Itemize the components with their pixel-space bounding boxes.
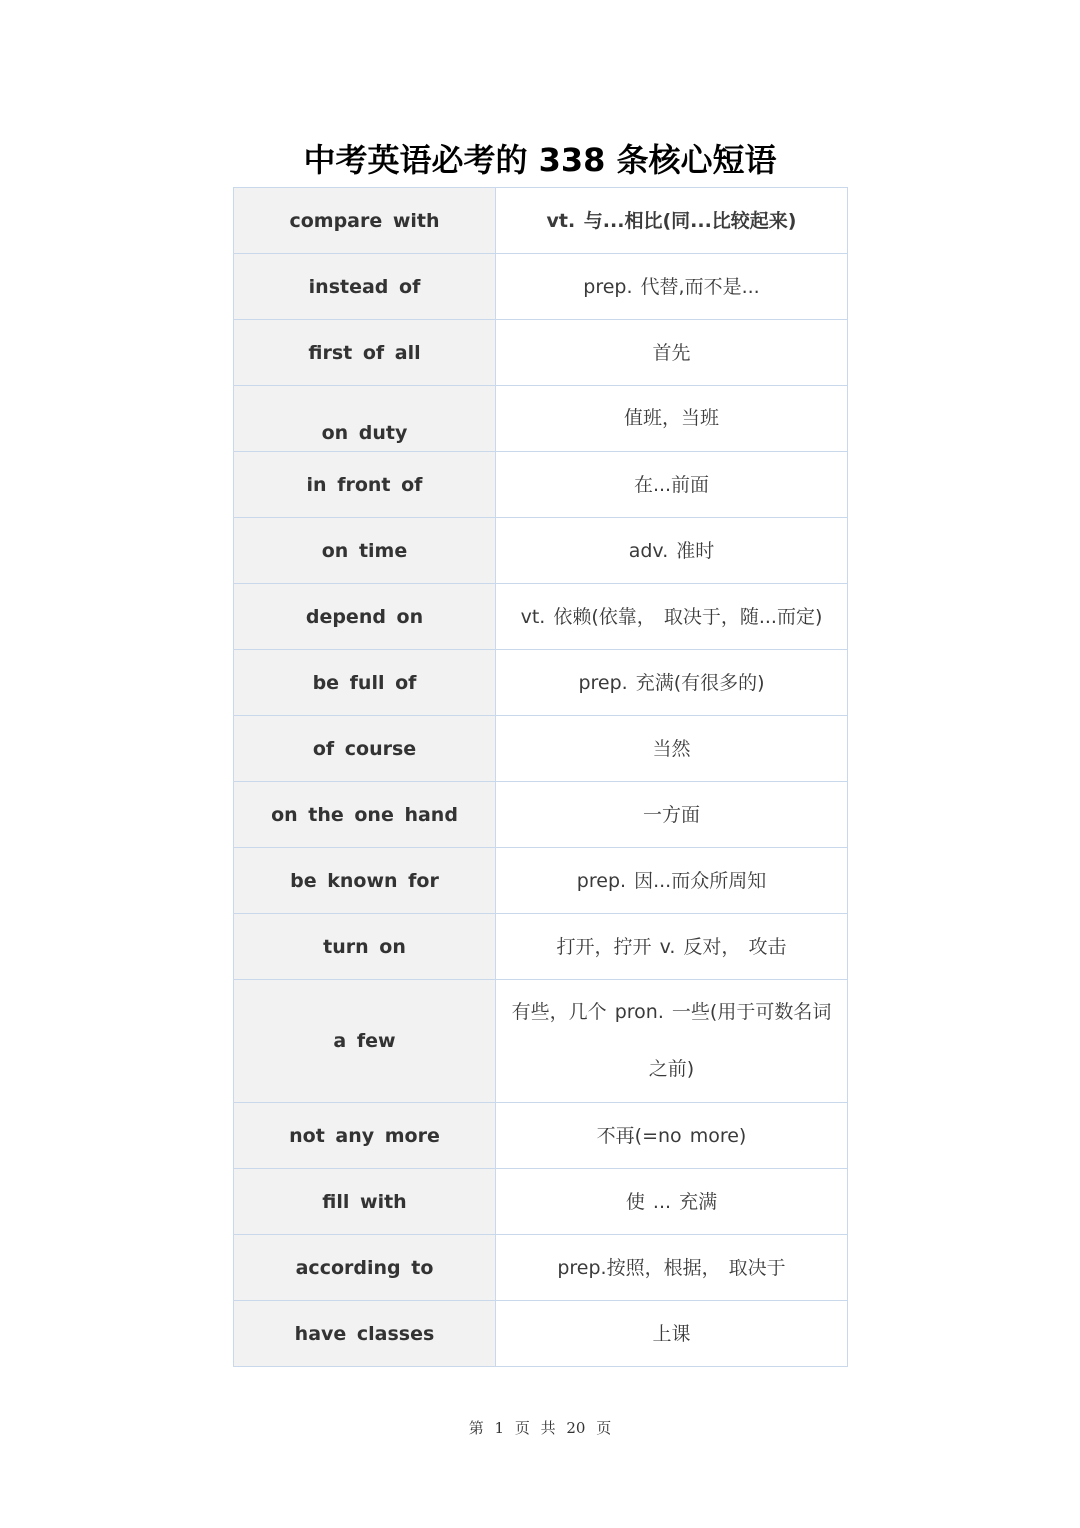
table-row <box>234 716 848 782</box>
table-row <box>234 914 848 980</box>
phrase-cell: be known for <box>234 848 496 914</box>
table-row <box>234 980 848 1103</box>
phrase-cell: on time <box>234 518 496 584</box>
meaning-cell: 一方面 <box>496 782 848 848</box>
table-row <box>234 1235 848 1301</box>
phrase-cell: have classes <box>234 1301 496 1367</box>
phrase-cell: be full of <box>234 650 496 716</box>
phrase-cell: in front of <box>234 452 496 518</box>
meaning-cell: 在...前面 <box>496 452 848 518</box>
phrase-cell: not any more <box>234 1103 496 1169</box>
phrase-cell: turn on <box>234 914 496 980</box>
meaning-cell: prep. 充满(有很多的) <box>496 650 848 716</box>
meaning-cell: 当然 <box>496 716 848 782</box>
phrase-table <box>233 187 848 1367</box>
table-row <box>234 386 848 452</box>
phrase-cell: according to <box>234 1235 496 1301</box>
meaning-cell: 值班，当班 <box>496 386 848 452</box>
table-row <box>234 782 848 848</box>
meaning-cell: prep. 代替,而不是... <box>496 254 848 320</box>
page-footer: 第 1 页 共 20 页 <box>468 1419 612 1437</box>
meaning-cell: vt. 与...相比(同...比较起来) <box>496 188 848 254</box>
phrase-cell: compare with <box>234 188 496 254</box>
meaning-cell: prep. 因...而众所周知 <box>496 848 848 914</box>
table-row <box>234 584 848 650</box>
phrase-cell: fill with <box>234 1169 496 1235</box>
phrase-cell: of course <box>234 716 496 782</box>
meaning-cell: 有些，几个 pron. 一些(用于可数名词之前) <box>496 980 848 1103</box>
meaning-cell: 首先 <box>496 320 848 386</box>
table-row <box>234 848 848 914</box>
table-row <box>234 1103 848 1169</box>
table-row <box>234 518 848 584</box>
meaning-cell: 打开，拧开 v. 反对， 攻击 <box>496 914 848 980</box>
meaning-cell: 上课 <box>496 1301 848 1367</box>
phrase-cell: instead of <box>234 254 496 320</box>
document-title: 中考英语必考的 338 条核心短语 <box>303 141 777 179</box>
meaning-cell: 不再(=no more) <box>496 1103 848 1169</box>
table-row <box>234 650 848 716</box>
table-row <box>234 254 848 320</box>
table-row <box>234 188 848 254</box>
meaning-cell: vt. 依赖(依靠， 取决于，随...而定) <box>496 584 848 650</box>
meaning-cell: adv. 准时 <box>496 518 848 584</box>
meaning-cell: 使 ... 充满 <box>496 1169 848 1235</box>
table-row <box>234 320 848 386</box>
phrase-cell: on duty <box>234 386 496 452</box>
table-row <box>234 1169 848 1235</box>
phrase-cell: first of all <box>234 320 496 386</box>
table-row <box>234 1301 848 1367</box>
phrase-cell: a few <box>234 980 496 1103</box>
phrase-cell: on the one hand <box>234 782 496 848</box>
table-row <box>234 452 848 518</box>
meaning-cell: prep.按照，根据， 取决于 <box>496 1235 848 1301</box>
phrase-cell: depend on <box>234 584 496 650</box>
